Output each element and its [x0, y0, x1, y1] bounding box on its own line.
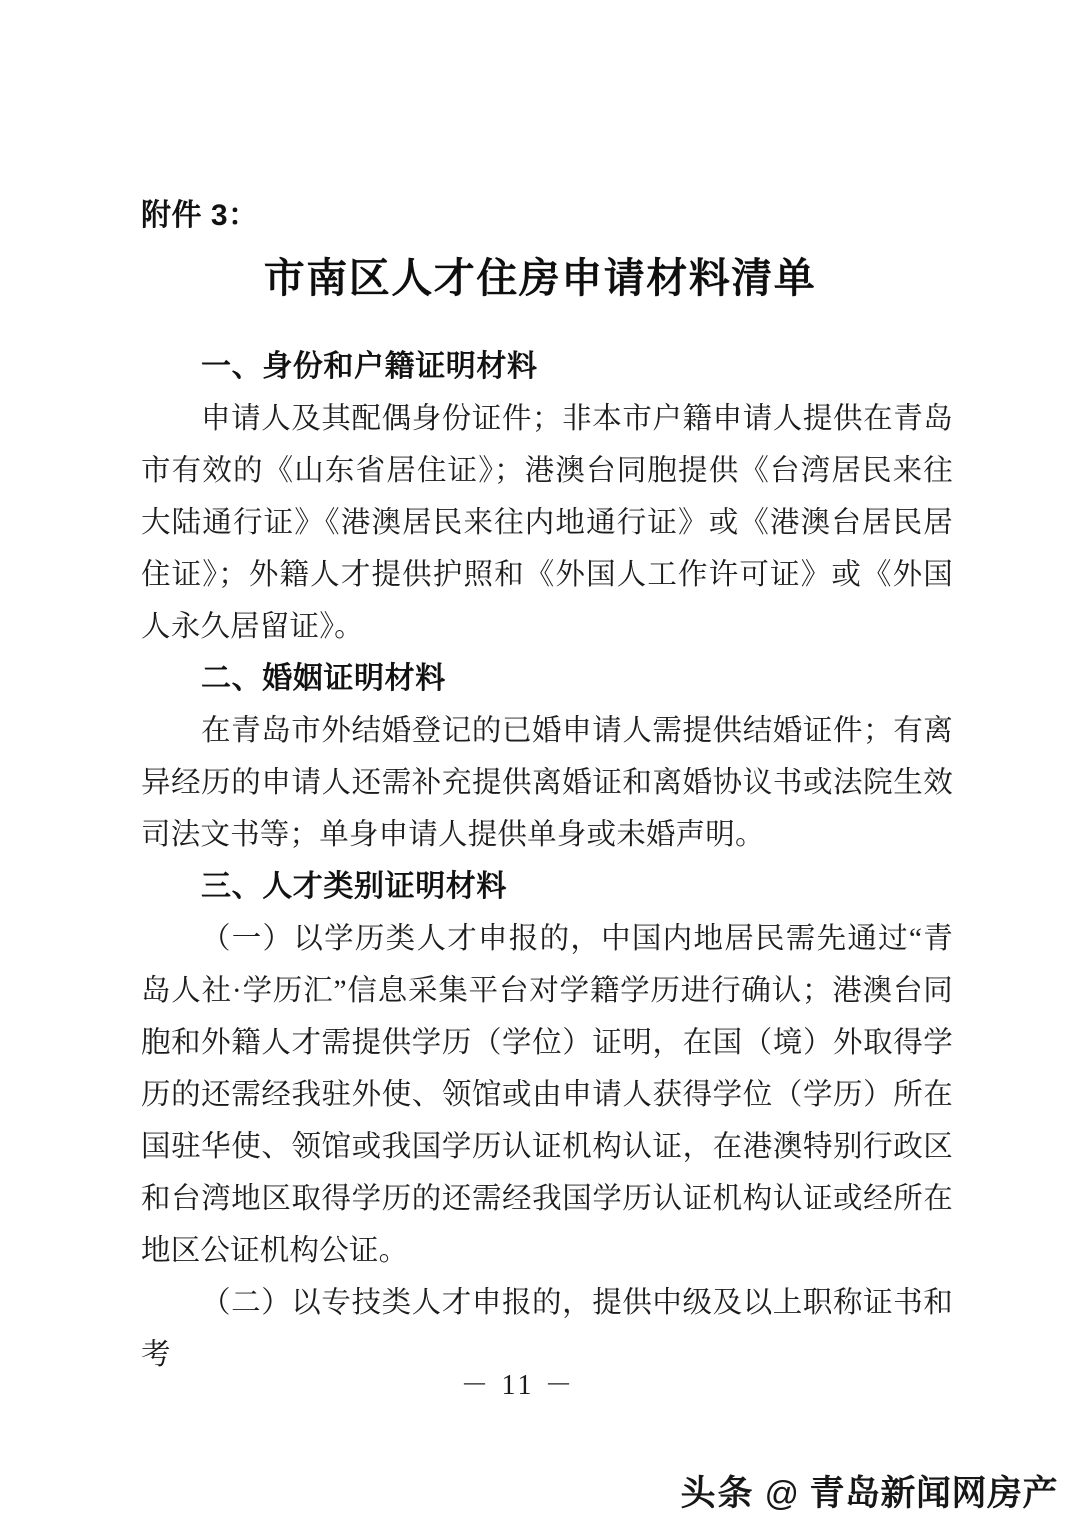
section-body-marriage: 在青岛市外结婚登记的已婚申请人需提供结婚证件；有离异经历的申请人还需补充提供离婚证和离婚协议书或法院生效司法文书等；单身申请人提供单身或未婚声明。 — [141, 715, 953, 851]
section-heading-marriage: 二、婚姻证明材料 — [201, 662, 446, 695]
document-body — [141, 341, 953, 1381]
watermark-brand: 头条 — [680, 1474, 755, 1513]
section-heading-talent-category: 三、人才类别证明材料 — [201, 870, 507, 903]
page-title: 市南区人才住房申请材料清单 — [263, 255, 817, 301]
page-number: － 11 － — [460, 1370, 576, 1401]
at-symbol-icon: @ — [764, 1475, 800, 1513]
section-heading-identity: 一、身份和户籍证明材料 — [201, 350, 538, 383]
section-item-professional: （二）以专技类人才申报的，提供中级及以上职称证书和考 — [141, 1287, 953, 1371]
section-body-identity: 申请人及其配偶身份证件；非本市户籍申请人提供在青岛市有效的《山东省居住证》；港澳台同胞提供《台湾居民来往大陆通行证》《港澳居民来往内地通行证》或《港澳台居民居住证》；外籍人才提供护照和《外国人工作许可证》或《外国人永久居留证》。 — [141, 403, 953, 643]
watermark — [680, 1472, 1058, 1516]
attachment-label: 附件 3： — [141, 199, 259, 232]
section-item-education: （一）以学历类人才申报的，中国内地居民需先通过“青岛人社·学历汇”信息采集平台对学籍学历进行确认；港澳台同胞和外籍人才需提供学历（学位）证明，在国（境）外取得学历的还需经我驻外使、领馆或由申请人获得学位（学历）所在国驻华使、领馆或我国学历认证机构认证，在港澳特别行政区和台湾地区取得学历的还需经我国学历认证机构认证或经所在地区公证机构公证。 — [141, 923, 953, 1267]
watermark-account: 青岛新闻网房产 — [809, 1474, 1058, 1513]
